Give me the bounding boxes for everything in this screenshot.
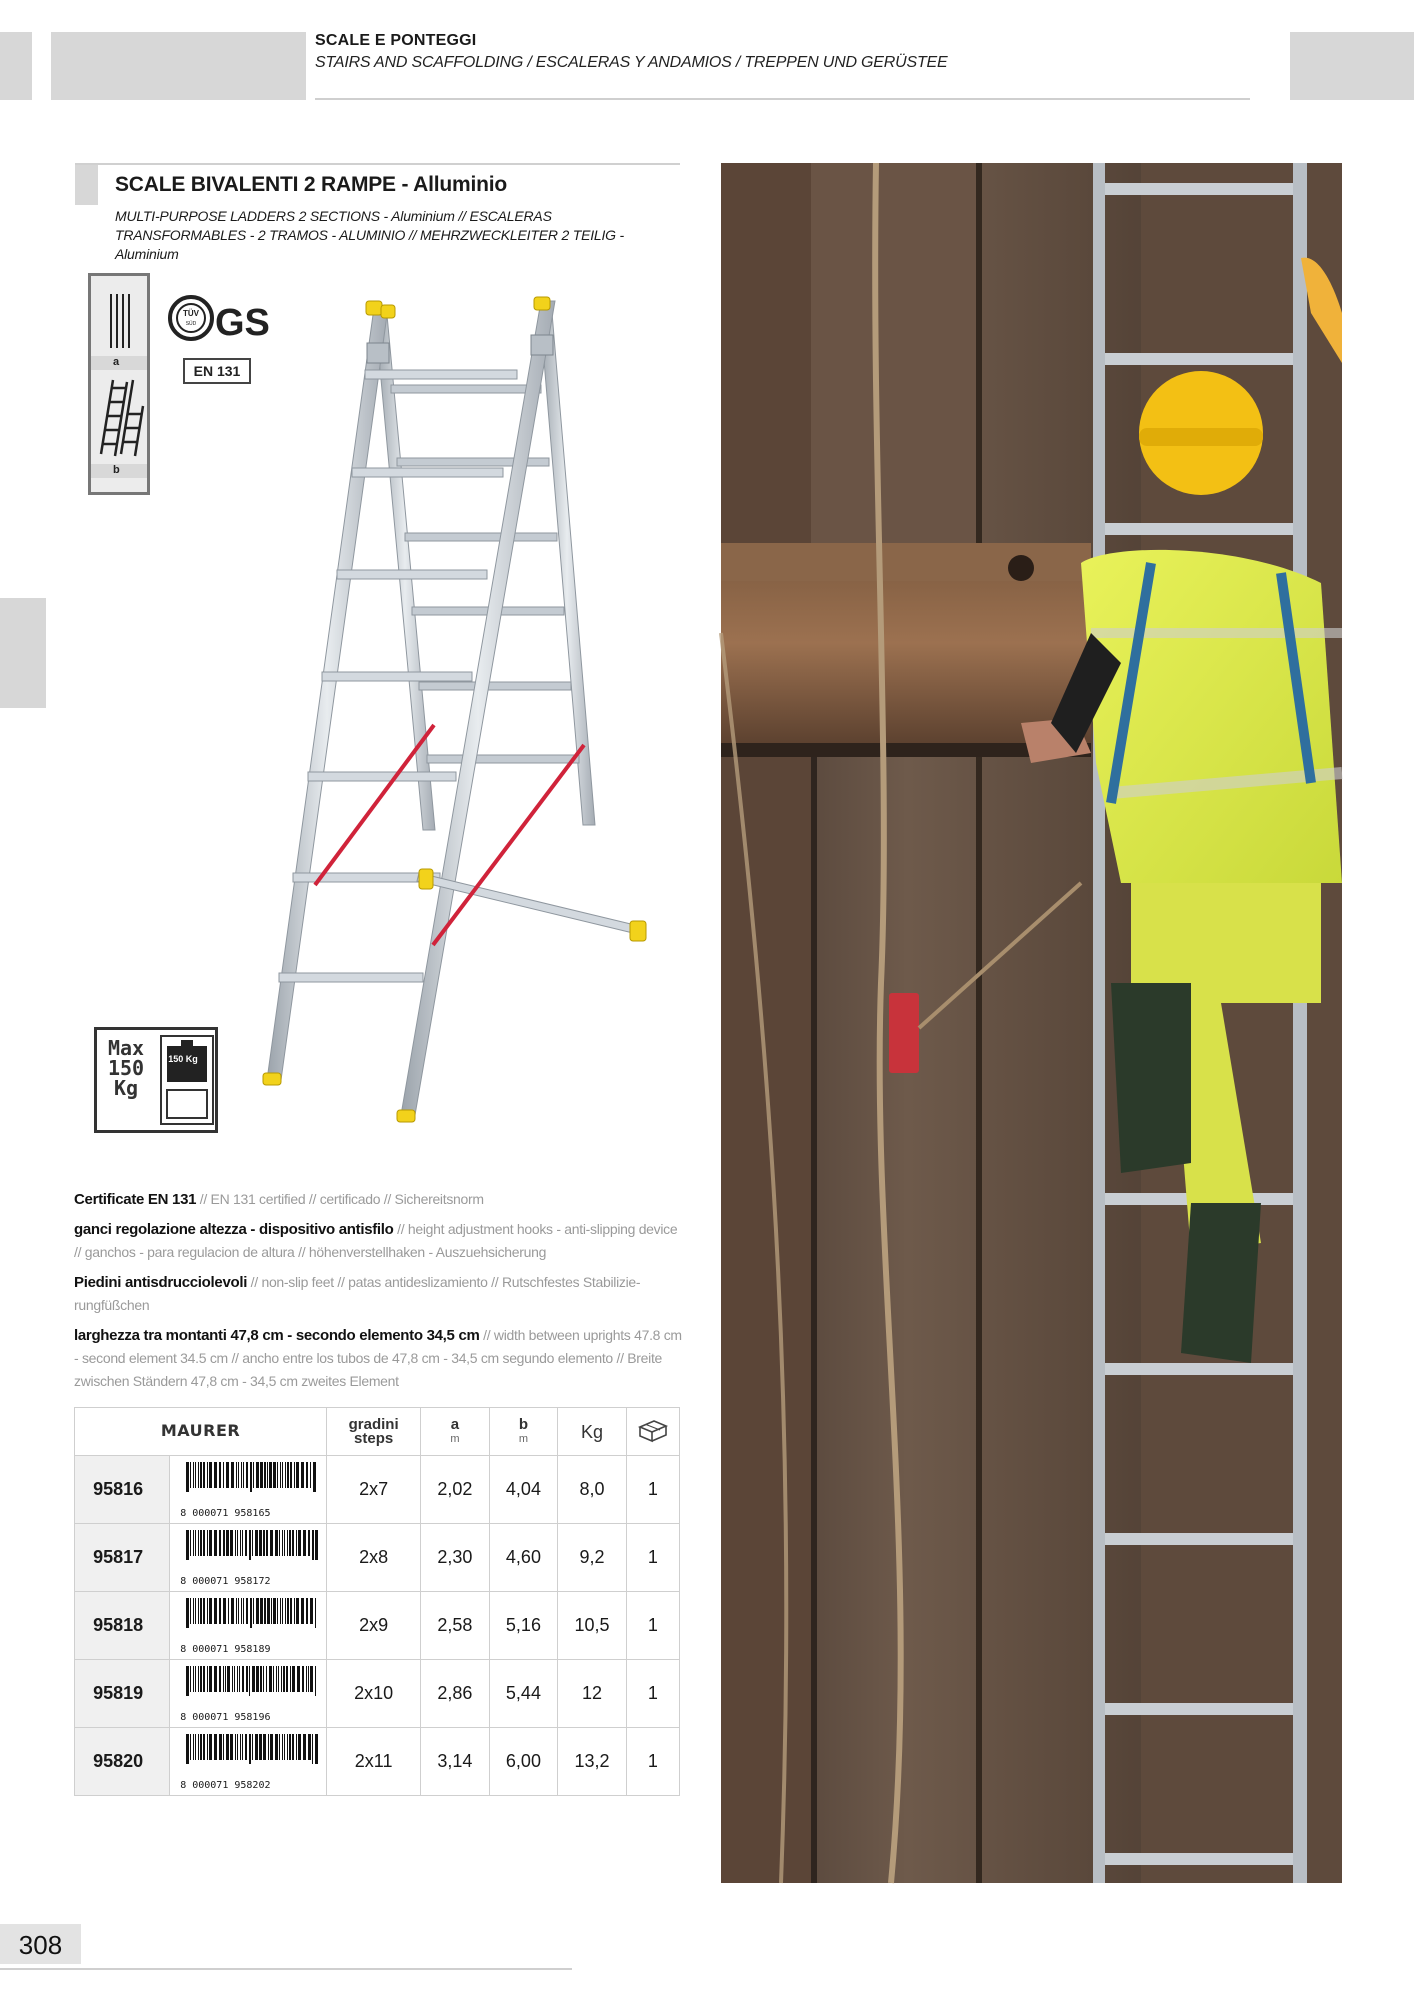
steps-cell: 2x11 — [327, 1728, 421, 1796]
header-a: a m — [421, 1408, 490, 1456]
max-load-text: Max 150 Kg — [107, 1036, 145, 1100]
barcode-icon — [178, 1460, 320, 1500]
header-block — [51, 32, 306, 100]
maurer-logo: MAURER — [160, 1421, 241, 1440]
brand-cell — [75, 1408, 327, 1456]
table-row — [75, 1660, 680, 1728]
svg-text:SÜD: SÜD — [185, 321, 197, 327]
b-cell: 4,60 — [489, 1524, 558, 1592]
pack-cell: 1 — [626, 1524, 679, 1592]
barcode-cell — [170, 1456, 327, 1524]
barcode-number: 8 000071 958196 — [180, 1712, 271, 1723]
feature-list — [74, 1188, 684, 1400]
max-load-badge — [94, 1027, 218, 1133]
a-cell: 2,30 — [421, 1524, 490, 1592]
header-steps: gradini steps — [327, 1408, 421, 1456]
table-row — [75, 1456, 680, 1524]
worker-climbing-ladder-photo — [721, 163, 1342, 1883]
kg-cell: 13,2 — [558, 1728, 627, 1796]
product-code: 95820 — [75, 1728, 170, 1796]
barcode-icon — [178, 1664, 320, 1704]
box-icon — [636, 1417, 670, 1443]
feature-item: ganci regolazione altezza - dispositivo antisfilo // height adjustment hooks - anti-slipping device // ganchos - para regulacion de altura // höhenverstellhaken - Auszuehsicherung — [74, 1221, 678, 1260]
product-heading-marker — [75, 165, 98, 205]
barcode-icon — [178, 1596, 320, 1636]
barcode-number: 8 000071 958189 — [180, 1644, 271, 1655]
svg-text:GS: GS — [215, 302, 270, 344]
kg-cell: 10,5 — [558, 1592, 627, 1660]
section-subtitle: STAIRS AND SCAFFOLDING / ESCALERAS Y ANDAMIOS / TREPPEN UND GERÜSTEE — [315, 54, 948, 71]
product-code: 95817 — [75, 1524, 170, 1592]
product-code: 95818 — [75, 1592, 170, 1660]
a-cell: 2,02 — [421, 1456, 490, 1524]
product-heading-rule — [75, 163, 680, 165]
header-kg: Kg — [558, 1408, 627, 1456]
steps-cell: 2x10 — [327, 1660, 421, 1728]
barcode-cell — [170, 1728, 327, 1796]
b-cell: 6,00 — [489, 1728, 558, 1796]
steps-cell: 2x7 — [327, 1456, 421, 1524]
header-divider — [315, 98, 1250, 100]
table-header-row — [75, 1408, 680, 1456]
header-pack — [626, 1408, 679, 1456]
weight-icon — [159, 1034, 215, 1126]
barcode-number: 8 000071 958202 — [180, 1780, 271, 1791]
label-b: b — [113, 464, 120, 476]
steps-cell: 2x8 — [327, 1524, 421, 1592]
side-index-tab — [0, 598, 46, 708]
barcode-cell — [170, 1524, 327, 1592]
pack-cell: 1 — [626, 1456, 679, 1524]
product-code: 95819 — [75, 1660, 170, 1728]
kg-cell: 12 — [558, 1660, 627, 1728]
page-number: 308 — [18, 1930, 63, 1960]
product-title: SCALE BIVALENTI 2 RAMPE - Alluminio — [115, 173, 508, 196]
ladder-illustration — [75, 265, 680, 1145]
steps-cell: 2x9 — [327, 1592, 421, 1660]
barcode-number: 8 000071 958172 — [180, 1576, 271, 1587]
product-subtitle: MULTI-PURPOSE LADDERS 2 SECTIONS - Aluminium // ESCALERAS TRANSFORMABLES - 2 TRAMOS - ALUMINIO // MEHRZWECKLEITER 2 TEILIG - Aluminium — [115, 208, 625, 262]
feature-item: Piedini antisdrucciolevoli // non-slip feet // patas antideslizamiento // Rutschfestes Stabilizie-rungfüßchen — [74, 1274, 641, 1313]
barcode-icon — [178, 1528, 320, 1568]
feature-item: Certificate EN 131 // EN 131 certified // certificado // Sichereitsnorm — [74, 1191, 484, 1208]
section-title: SCALE E PONTEGGI — [315, 32, 477, 49]
product-illustration-area — [75, 265, 680, 1145]
svg-text:TÜV: TÜV — [183, 309, 199, 318]
b-cell: 5,16 — [489, 1592, 558, 1660]
b-cell: 5,44 — [489, 1660, 558, 1728]
photo-illustration — [721, 163, 1342, 1883]
header-left-tab — [0, 32, 32, 100]
table-row — [75, 1592, 680, 1660]
kg-cell: 8,0 — [558, 1456, 627, 1524]
product-code: 95816 — [75, 1456, 170, 1524]
weight-icon-label: 150 Kg — [168, 1054, 198, 1064]
table-row — [75, 1524, 680, 1592]
a-cell: 3,14 — [421, 1728, 490, 1796]
table-row — [75, 1728, 680, 1796]
feature-item: larghezza tra montanti 47,8 cm - secondo elemento 34,5 cm // width between uprights 47.8 cm - second element 34.5 cm // ancho entre los tubos de 47,8 cm - 34,5 cm segundo elemento // Breite zwischen Ständern 47,8 cm - 34,5 cm zweites Element — [74, 1327, 682, 1389]
pack-cell: 1 — [626, 1728, 679, 1796]
pack-cell: 1 — [626, 1660, 679, 1728]
barcode-number: 8 000071 958165 — [180, 1508, 271, 1519]
a-cell: 2,86 — [421, 1660, 490, 1728]
pack-cell: 1 — [626, 1592, 679, 1660]
spec-table — [74, 1407, 680, 1796]
label-a: a — [113, 356, 120, 368]
en131-badge: EN 131 — [183, 358, 251, 384]
footer-divider — [0, 1968, 572, 1970]
kg-cell: 9,2 — [558, 1524, 627, 1592]
barcode-cell — [170, 1592, 327, 1660]
a-cell: 2,58 — [421, 1592, 490, 1660]
header-right-tab — [1290, 32, 1414, 100]
barcode-cell — [170, 1660, 327, 1728]
b-cell: 4,04 — [489, 1456, 558, 1524]
header-b: b m — [489, 1408, 558, 1456]
barcode-icon — [178, 1732, 320, 1772]
